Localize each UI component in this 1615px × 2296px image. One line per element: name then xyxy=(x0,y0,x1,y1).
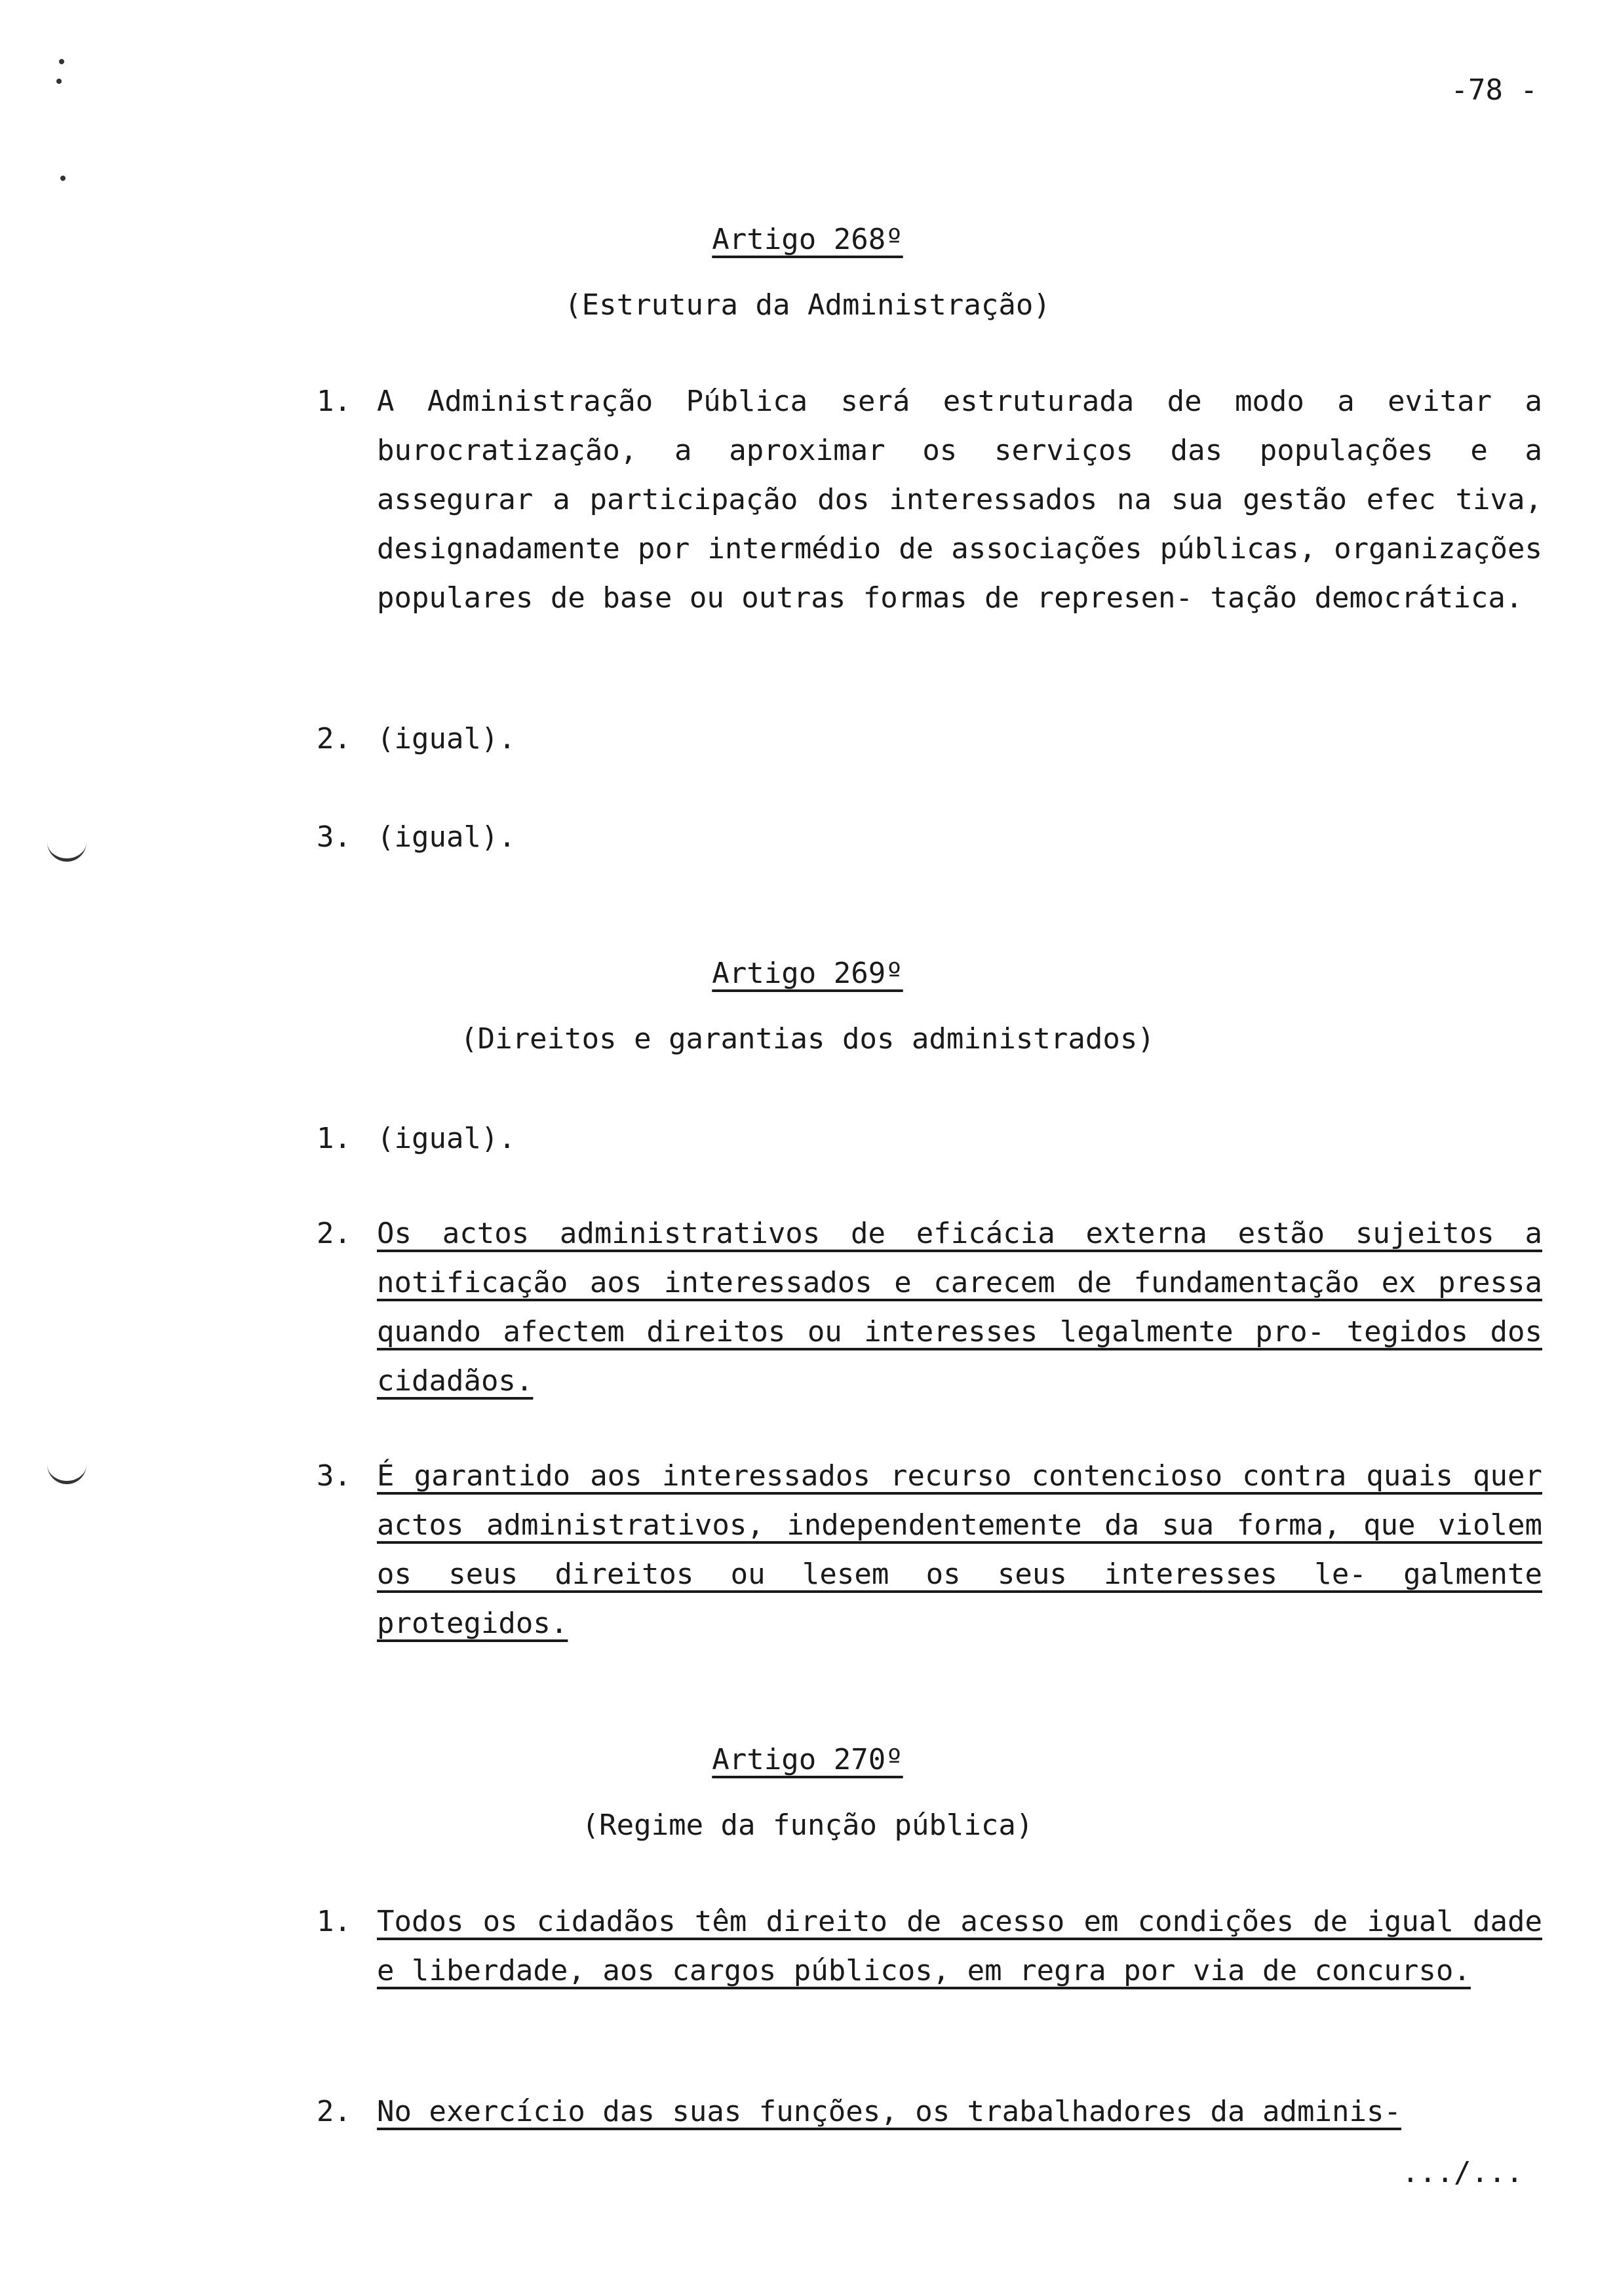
continuation-mark: .../... xyxy=(1401,2156,1523,2189)
item-text: (igual). xyxy=(377,820,516,854)
item-number: 1. xyxy=(317,385,351,418)
item-text: Os actos administrativos de eficácia externa estão sujeitos a notificação aos interessados e carecem de fundamentação ex pressa quando afectem direitos ou interesses legalmente pro- tegidos dos cidadãos. xyxy=(377,1217,1542,1398)
margin-speck xyxy=(56,79,62,84)
item-text: A Administração Pública será estruturada de modo a evitar a burocratização, a aproximar os serviços das populações e a assegurar a participação dos interessados na sua gestão efec tiva, designadamente por intermédio de associações públicas, organizações populares de base ou outras formas de represen- tação democrática. xyxy=(377,385,1542,615)
article-item xyxy=(317,2087,1542,2136)
item-number: 2. xyxy=(317,2095,351,2128)
margin-speck xyxy=(59,59,64,64)
item-number: 3. xyxy=(317,820,351,854)
page-number: -78 - xyxy=(1450,73,1538,107)
article-item xyxy=(317,377,1542,622)
article-subtitle: (Direitos e garantias dos administrados) xyxy=(460,1022,1155,1056)
article-title: Artigo 269º xyxy=(712,957,903,990)
article-item xyxy=(317,714,1542,763)
item-text: É garantido aos interessados recurso contencioso contra quais quer actos administrativos, independentemente da sua forma, que violem os seus direitos ou lesem os seus interesses le- galmente protegidos. xyxy=(377,1459,1542,1640)
article-item xyxy=(317,1209,1542,1406)
article-title: Artigo 268º xyxy=(712,223,903,256)
article-subtitle: (Estrutura da Administração) xyxy=(564,288,1051,322)
punch-hole-mark xyxy=(47,1461,87,1484)
article-subtitle: (Regime da função pública) xyxy=(581,1808,1034,1842)
item-text: (igual). xyxy=(377,1122,516,1155)
item-text: (igual). xyxy=(377,722,516,756)
article-item xyxy=(317,813,1542,862)
punch-hole-mark xyxy=(47,839,87,862)
item-number: 2. xyxy=(317,1217,351,1250)
item-number: 2. xyxy=(317,722,351,756)
item-number: 3. xyxy=(317,1459,351,1493)
item-number: 1. xyxy=(317,1122,351,1155)
item-text: No exercício das suas funções, os trabalhadores da adminis- xyxy=(377,2095,1401,2128)
article-title: Artigo 270º xyxy=(712,1743,903,1776)
item-number: 1. xyxy=(317,1905,351,1938)
margin-speck xyxy=(60,176,66,181)
article-item xyxy=(317,1114,1542,1163)
item-text: Todos os cidadãos têm direito de acesso em condições de igual dade e liberdade, aos cargos públicos, em regra por via de concurso. xyxy=(377,1905,1542,1987)
article-item xyxy=(317,1451,1542,1648)
article-item xyxy=(317,1897,1542,1995)
